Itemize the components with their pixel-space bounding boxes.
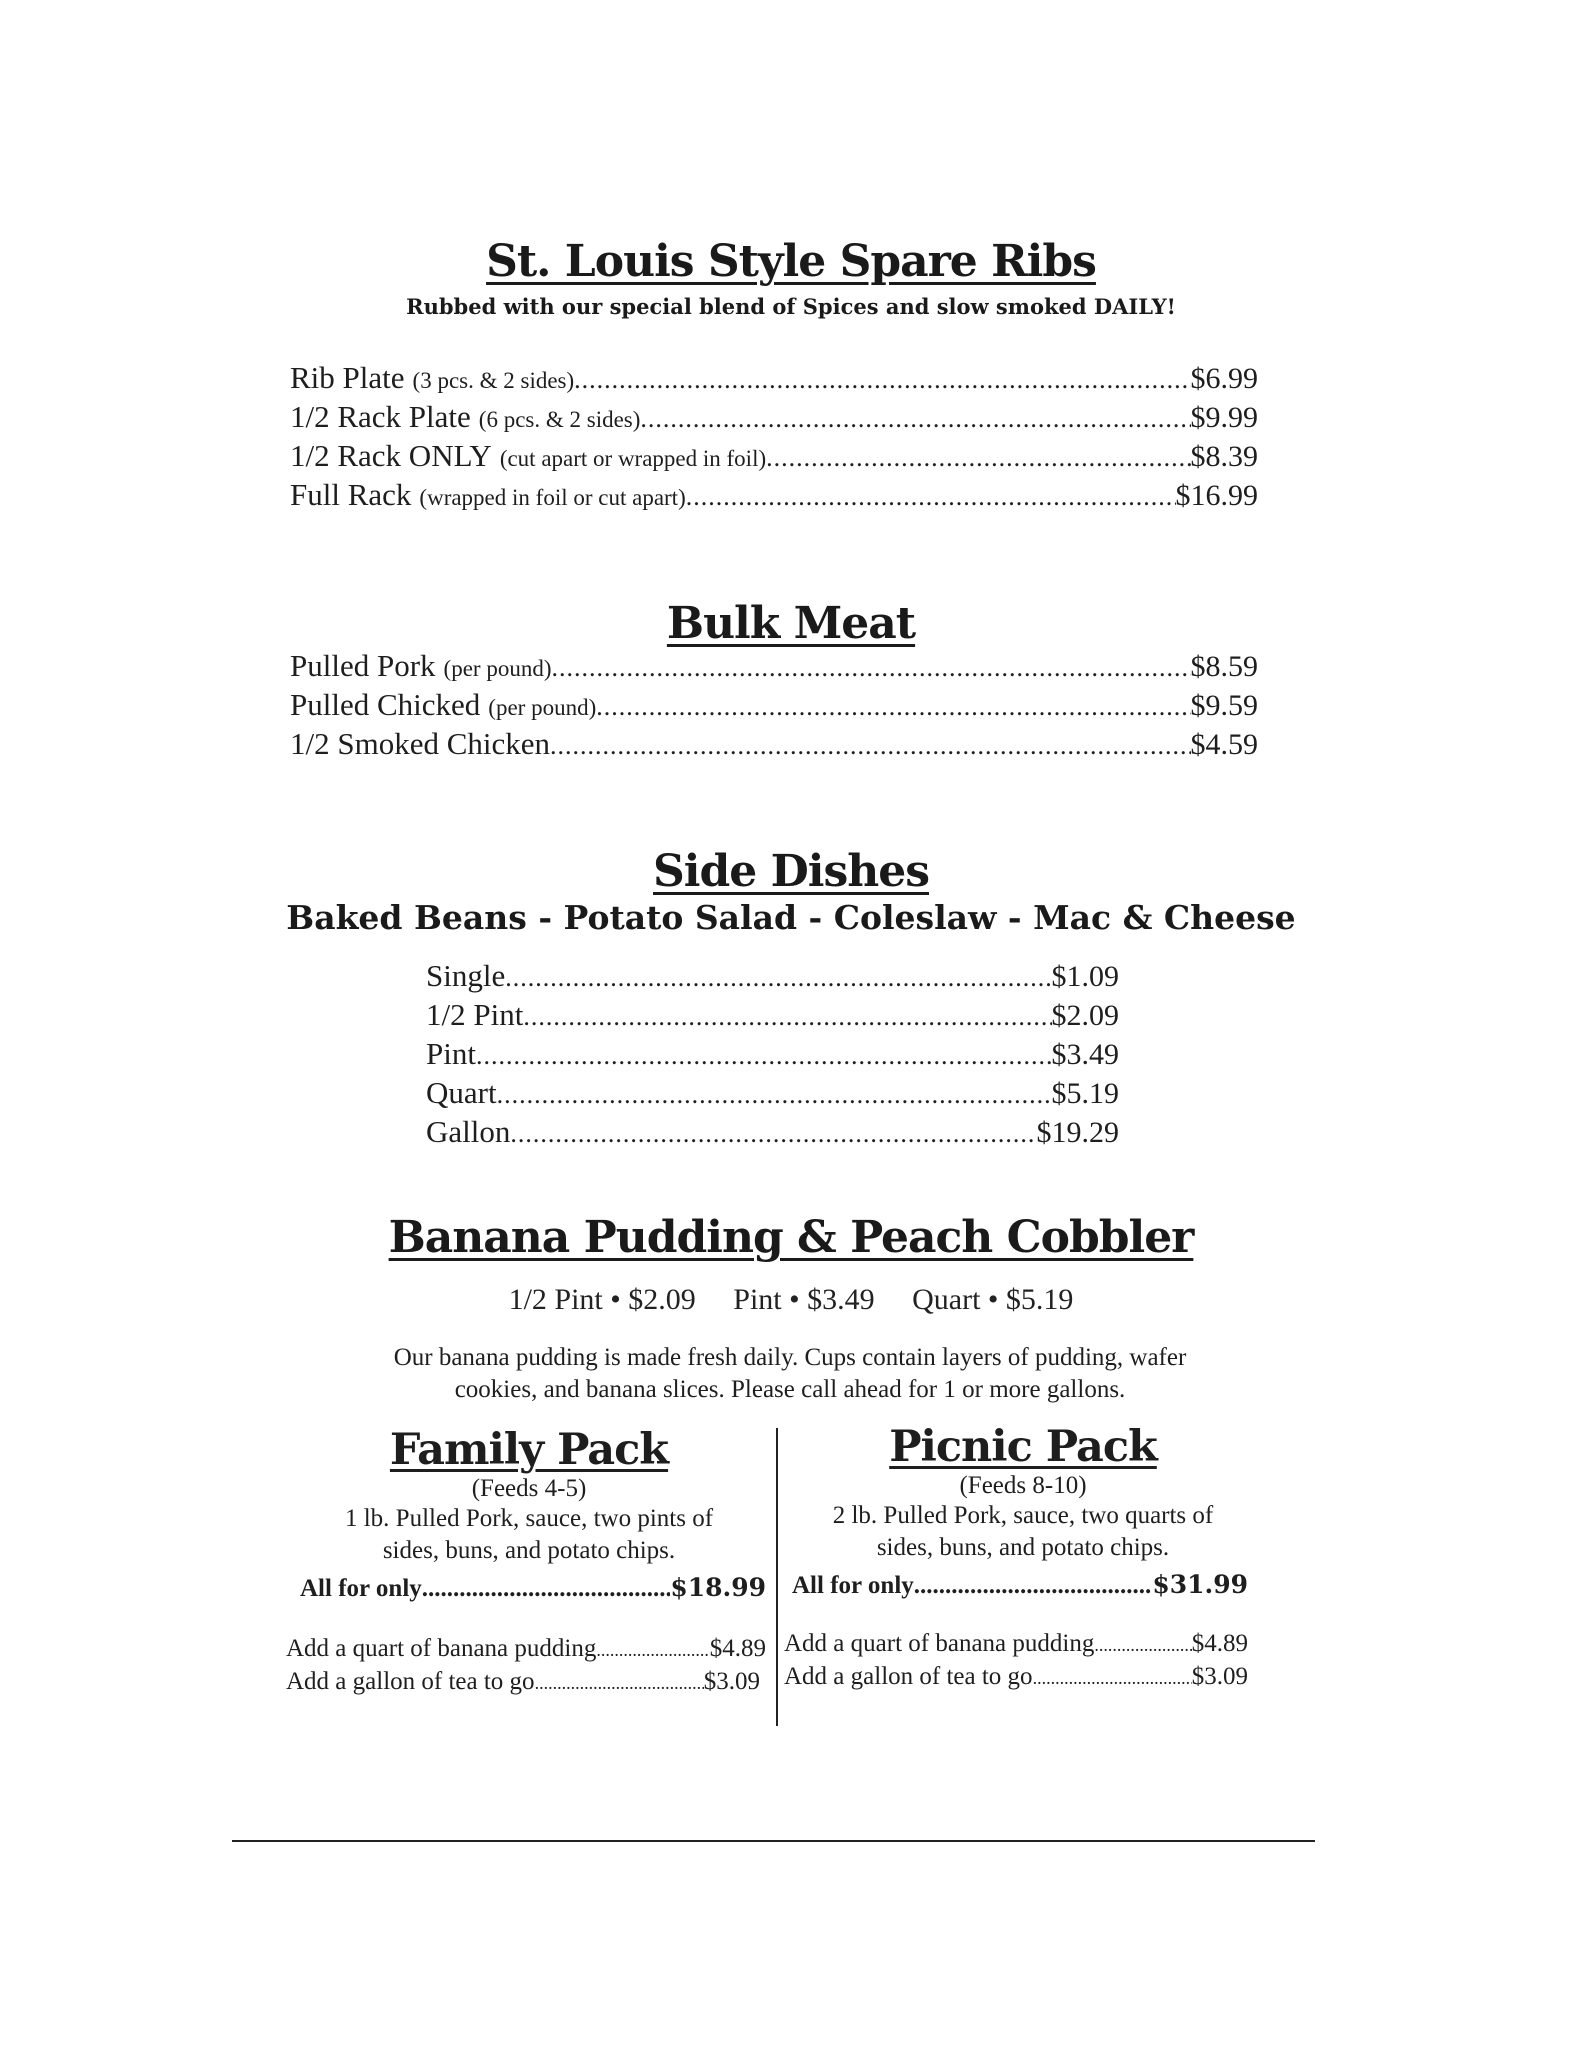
picnic-pack <box>784 1422 1260 1696</box>
picnic-addon: Add a gallon of tea to go ..... $3.09 <box>784 1663 1248 1696</box>
column-divider <box>776 1428 778 1726</box>
list-item: Pint ..... $3.49 <box>426 1036 1119 1075</box>
picnic-pack-price: All for only ..... $31.99 <box>792 1570 1248 1600</box>
family-pack-title: Family Pack <box>389 1425 669 1475</box>
list-item: 1/2 Pint ..... $2.09 <box>426 997 1119 1036</box>
sides-title: Side Dishes <box>653 846 929 897</box>
ribs-list <box>290 360 1258 516</box>
list-item: Full Rack (wrapped in foil or cut apart) ..... $16.99 <box>290 477 1258 516</box>
bulk-list <box>290 648 1258 765</box>
bulk-title: Bulk Meat <box>666 598 916 649</box>
list-item: Quart ..... $5.19 <box>426 1075 1119 1114</box>
list-item: 1/2 Rack ONLY (cut apart or wrapped in foil) ..... $8.39 <box>290 438 1258 477</box>
family-addon: Add a gallon of tea to go ..... $3.09 <box>286 1668 760 1701</box>
family-pack <box>286 1425 766 1701</box>
pudding-description: Our banana pudding is made fresh daily. Cups contain layers of pudding, wafer cookies, and banana slices. Please call ahead for 1 or more gallons. <box>393 1344 1187 1403</box>
footer-rule <box>232 1840 1315 1842</box>
list-item: Gallon ..... $19.29 <box>426 1114 1119 1153</box>
family-pack-feeds: (Feeds 4-5) <box>471 1475 587 1502</box>
picnic-addon: Add a quart of banana pudding ..... $4.89 <box>784 1630 1248 1663</box>
sides-list <box>426 958 1119 1153</box>
picnic-pack-feeds: (Feeds 8-10) <box>959 1472 1087 1499</box>
pudding-sizes: 1/2 Pint • $2.09 Pint • $3.49 Quart • $5.19 <box>508 1283 1074 1316</box>
family-pack-price: All for only ..... $18.99 <box>300 1573 766 1603</box>
pudding-title: Banana Pudding & Peach Cobbler <box>388 1212 1194 1263</box>
list-item: Rib Plate (3 pcs. & 2 sides) ..... $6.99 <box>290 360 1258 399</box>
ribs-subtitle: Rubbed with our special blend of Spices and slow smoked DAILY! <box>406 294 1176 319</box>
picnic-pack-title: Picnic Pack <box>889 1422 1157 1472</box>
list-item: Single ..... $1.09 <box>426 958 1119 997</box>
list-item: Pulled Pork (per pound) ..... $8.59 <box>290 648 1258 687</box>
sides-subtitle: Baked Beans - Potato Salad - Coleslaw - Mac & Cheese <box>286 898 1296 937</box>
picnic-pack-description: 2 lb. Pulled Pork, sauce, two quarts of sides, buns, and potato chips. <box>832 1502 1214 1561</box>
family-pack-description: 1 lb. Pulled Pork, sauce, two pints of sides, buns, and potato chips. <box>344 1505 714 1564</box>
list-item: Pulled Chicked (per pound) ..... $9.59 <box>290 687 1258 726</box>
list-item: 1/2 Rack Plate (6 pcs. & 2 sides) ..... $9.99 <box>290 399 1258 438</box>
list-item: 1/2 Smoked Chicken ..... $4.59 <box>290 726 1258 765</box>
family-addon: Add a quart of banana pudding ..... $4.89 <box>286 1635 766 1668</box>
ribs-title: St. Louis Style Spare Ribs <box>486 236 1096 287</box>
